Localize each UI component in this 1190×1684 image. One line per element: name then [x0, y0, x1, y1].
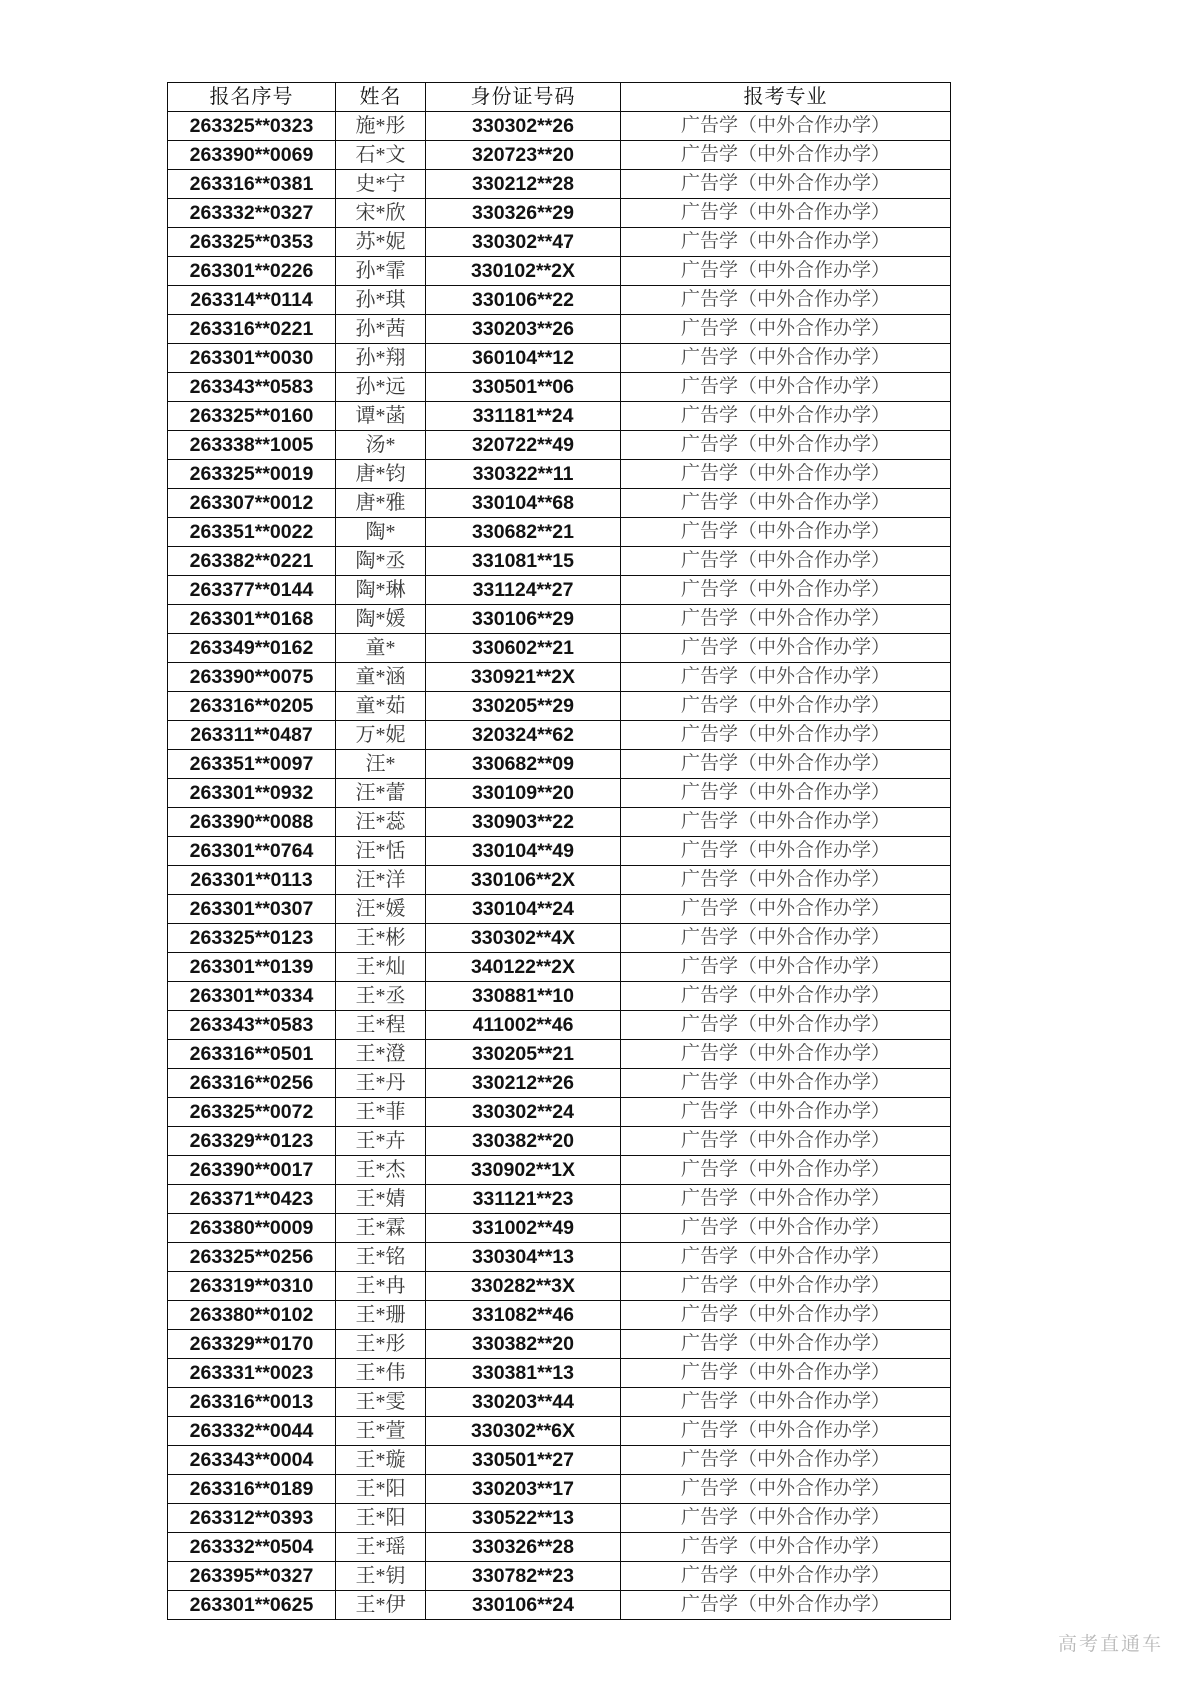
cell-name: 陶* — [336, 518, 426, 547]
cell-registration-number: 263395**0327 — [168, 1562, 336, 1591]
table-row — [168, 1562, 951, 1591]
table-row — [168, 518, 951, 547]
cell-major: 广告学（中外合作办学） — [621, 1533, 951, 1562]
cell-registration-number: 263332**0327 — [168, 199, 336, 228]
cell-registration-number: 263316**0205 — [168, 692, 336, 721]
cell-name: 陶*媛 — [336, 605, 426, 634]
cell-registration-number: 263301**0168 — [168, 605, 336, 634]
cell-name: 王*钥 — [336, 1562, 426, 1591]
cell-name: 王*菲 — [336, 1098, 426, 1127]
cell-major: 广告学（中外合作办学） — [621, 1359, 951, 1388]
cell-registration-number: 263377**0144 — [168, 576, 336, 605]
cell-id-number: 330205**21 — [426, 1040, 621, 1069]
cell-id-number: 330203**17 — [426, 1475, 621, 1504]
cell-name: 谭*菡 — [336, 402, 426, 431]
cell-name: 汪* — [336, 750, 426, 779]
cell-id-number: 320722**49 — [426, 431, 621, 460]
cell-registration-number: 263343**0004 — [168, 1446, 336, 1475]
cell-name: 王*冉 — [336, 1272, 426, 1301]
cell-registration-number: 263316**0013 — [168, 1388, 336, 1417]
column-header-registration-number: 报名序号 — [168, 83, 336, 112]
cell-registration-number: 263325**0072 — [168, 1098, 336, 1127]
cell-registration-number: 263380**0009 — [168, 1214, 336, 1243]
table-row — [168, 1040, 951, 1069]
table-row — [168, 1330, 951, 1359]
cell-id-number: 330106**24 — [426, 1591, 621, 1620]
cell-id-number: 330109**20 — [426, 779, 621, 808]
cell-id-number: 330501**27 — [426, 1446, 621, 1475]
cell-registration-number: 263301**0139 — [168, 953, 336, 982]
cell-id-number: 330212**28 — [426, 170, 621, 199]
cell-major: 广告学（中外合作办学） — [621, 634, 951, 663]
column-header-major: 报考专业 — [621, 83, 951, 112]
cell-major: 广告学（中外合作办学） — [621, 605, 951, 634]
table-row — [168, 663, 951, 692]
table-row — [168, 460, 951, 489]
cell-registration-number: 263301**0030 — [168, 344, 336, 373]
cell-major: 广告学（中外合作办学） — [621, 1475, 951, 1504]
cell-name: 王*璇 — [336, 1446, 426, 1475]
table-row — [168, 1214, 951, 1243]
table-row — [168, 257, 951, 286]
cell-major: 广告学（中外合作办学） — [621, 112, 951, 141]
cell-registration-number: 263319**0310 — [168, 1272, 336, 1301]
cell-major: 广告学（中外合作办学） — [621, 1156, 951, 1185]
cell-registration-number: 263390**0017 — [168, 1156, 336, 1185]
cell-name: 陶*丞 — [336, 547, 426, 576]
cell-id-number: 330106**2X — [426, 866, 621, 895]
cell-registration-number: 263301**0625 — [168, 1591, 336, 1620]
cell-id-number: 330302**6X — [426, 1417, 621, 1446]
table-row — [168, 895, 951, 924]
table-row — [168, 315, 951, 344]
table-row — [168, 692, 951, 721]
cell-major: 广告学（中外合作办学） — [621, 402, 951, 431]
cell-id-number: 330203**26 — [426, 315, 621, 344]
cell-id-number: 360104**12 — [426, 344, 621, 373]
cell-id-number: 330106**22 — [426, 286, 621, 315]
cell-registration-number: 263390**0075 — [168, 663, 336, 692]
cell-registration-number: 263301**0764 — [168, 837, 336, 866]
cell-id-number: 340122**2X — [426, 953, 621, 982]
cell-major: 广告学（中外合作办学） — [621, 1011, 951, 1040]
cell-registration-number: 263301**0113 — [168, 866, 336, 895]
cell-id-number: 330203**44 — [426, 1388, 621, 1417]
table-row — [168, 489, 951, 518]
cell-name: 童*涵 — [336, 663, 426, 692]
cell-major: 广告学（中外合作办学） — [621, 692, 951, 721]
cell-registration-number: 263329**0123 — [168, 1127, 336, 1156]
cell-major: 广告学（中外合作办学） — [621, 866, 951, 895]
cell-id-number: 330682**09 — [426, 750, 621, 779]
cell-name: 王*丹 — [336, 1069, 426, 1098]
cell-id-number: 331082**46 — [426, 1301, 621, 1330]
cell-registration-number: 263332**0504 — [168, 1533, 336, 1562]
cell-id-number: 330104**68 — [426, 489, 621, 518]
cell-name: 王*伊 — [336, 1591, 426, 1620]
cell-registration-number: 263301**0334 — [168, 982, 336, 1011]
cell-name: 万*妮 — [336, 721, 426, 750]
cell-major: 广告学（中外合作办学） — [621, 1504, 951, 1533]
cell-registration-number: 263343**0583 — [168, 1011, 336, 1040]
cell-major: 广告学（中外合作办学） — [621, 1591, 951, 1620]
cell-id-number: 330326**28 — [426, 1533, 621, 1562]
cell-major: 广告学（中外合作办学） — [621, 547, 951, 576]
table-row — [168, 1591, 951, 1620]
column-header-name: 姓名 — [336, 83, 426, 112]
cell-id-number: 411002**46 — [426, 1011, 621, 1040]
cell-major: 广告学（中外合作办学） — [621, 1301, 951, 1330]
cell-id-number: 331181**24 — [426, 402, 621, 431]
cell-id-number: 330881**10 — [426, 982, 621, 1011]
cell-registration-number: 263312**0393 — [168, 1504, 336, 1533]
table-row — [168, 141, 951, 170]
table-row — [168, 721, 951, 750]
cell-name: 孙*远 — [336, 373, 426, 402]
table-row — [168, 837, 951, 866]
table-row — [168, 431, 951, 460]
cell-id-number: 330212**26 — [426, 1069, 621, 1098]
cell-major: 广告学（中外合作办学） — [621, 1127, 951, 1156]
table-row — [168, 1533, 951, 1562]
cell-registration-number: 263351**0097 — [168, 750, 336, 779]
table-row — [168, 1475, 951, 1504]
cell-major: 广告学（中外合作办学） — [621, 344, 951, 373]
cell-registration-number: 263325**0353 — [168, 228, 336, 257]
table-row — [168, 1156, 951, 1185]
cell-major: 广告学（中外合作办学） — [621, 460, 951, 489]
cell-major: 广告学（中外合作办学） — [621, 257, 951, 286]
cell-major: 广告学（中外合作办学） — [621, 170, 951, 199]
table-body — [168, 112, 951, 1620]
cell-id-number: 330602**21 — [426, 634, 621, 663]
cell-id-number: 330382**20 — [426, 1127, 621, 1156]
roster-table-container — [167, 82, 950, 1620]
cell-name: 孙*霏 — [336, 257, 426, 286]
cell-id-number: 330302**26 — [426, 112, 621, 141]
cell-name: 汪*蕾 — [336, 779, 426, 808]
cell-registration-number: 263316**0256 — [168, 1069, 336, 1098]
table-row — [168, 547, 951, 576]
cell-major: 广告学（中外合作办学） — [621, 895, 951, 924]
cell-name: 汪*媛 — [336, 895, 426, 924]
cell-name: 王*萱 — [336, 1417, 426, 1446]
table-row — [168, 1127, 951, 1156]
cell-name: 孙*翔 — [336, 344, 426, 373]
cell-id-number: 330205**29 — [426, 692, 621, 721]
cell-major: 广告学（中外合作办学） — [621, 431, 951, 460]
cell-name: 唐*雅 — [336, 489, 426, 518]
cell-major: 广告学（中外合作办学） — [621, 779, 951, 808]
cell-registration-number: 263380**0102 — [168, 1301, 336, 1330]
cell-registration-number: 263390**0088 — [168, 808, 336, 837]
cell-id-number: 330104**49 — [426, 837, 621, 866]
cell-name: 汪*恬 — [336, 837, 426, 866]
cell-id-number: 330903**22 — [426, 808, 621, 837]
cell-name: 王*澄 — [336, 1040, 426, 1069]
cell-name: 王*程 — [336, 1011, 426, 1040]
table-row — [168, 605, 951, 634]
cell-id-number: 330381**13 — [426, 1359, 621, 1388]
cell-major: 广告学（中外合作办学） — [621, 199, 951, 228]
cell-major: 广告学（中外合作办学） — [621, 1069, 951, 1098]
cell-major: 广告学（中外合作办学） — [621, 1040, 951, 1069]
cell-registration-number: 263325**0019 — [168, 460, 336, 489]
cell-id-number: 320723**20 — [426, 141, 621, 170]
cell-registration-number: 263390**0069 — [168, 141, 336, 170]
cell-name: 王*卉 — [336, 1127, 426, 1156]
cell-major: 广告学（中外合作办学） — [621, 1330, 951, 1359]
cell-name: 王*婧 — [336, 1185, 426, 1214]
table-row — [168, 1301, 951, 1330]
cell-major: 广告学（中外合作办学） — [621, 1185, 951, 1214]
cell-registration-number: 263349**0162 — [168, 634, 336, 663]
cell-id-number: 330902**1X — [426, 1156, 621, 1185]
cell-name: 王*杰 — [336, 1156, 426, 1185]
cell-name: 汤* — [336, 431, 426, 460]
cell-major: 广告学（中外合作办学） — [621, 1243, 951, 1272]
cell-name: 王*霖 — [336, 1214, 426, 1243]
cell-name: 石*文 — [336, 141, 426, 170]
cell-registration-number: 263338**1005 — [168, 431, 336, 460]
cell-id-number: 331121**23 — [426, 1185, 621, 1214]
cell-id-number: 320324**62 — [426, 721, 621, 750]
cell-id-number: 331081**15 — [426, 547, 621, 576]
cell-name: 汪*洋 — [336, 866, 426, 895]
cell-major: 广告学（中外合作办学） — [621, 663, 951, 692]
cell-registration-number: 263316**0381 — [168, 170, 336, 199]
cell-id-number: 330102**2X — [426, 257, 621, 286]
table-header-row — [168, 83, 951, 112]
cell-registration-number: 263325**0323 — [168, 112, 336, 141]
table-row — [168, 1098, 951, 1127]
cell-name: 王*阳 — [336, 1475, 426, 1504]
cell-id-number: 330302**24 — [426, 1098, 621, 1127]
cell-registration-number: 263325**0256 — [168, 1243, 336, 1272]
table-row — [168, 199, 951, 228]
table-row — [168, 373, 951, 402]
cell-id-number: 330921**2X — [426, 663, 621, 692]
cell-id-number: 331002**49 — [426, 1214, 621, 1243]
cell-major: 广告学（中外合作办学） — [621, 518, 951, 547]
cell-id-number: 330302**4X — [426, 924, 621, 953]
cell-name: 王*珊 — [336, 1301, 426, 1330]
cell-id-number: 330282**3X — [426, 1272, 621, 1301]
cell-major: 广告学（中外合作办学） — [621, 953, 951, 982]
table-row — [168, 1388, 951, 1417]
cell-major: 广告学（中外合作办学） — [621, 1214, 951, 1243]
cell-id-number: 331124**27 — [426, 576, 621, 605]
table-row — [168, 982, 951, 1011]
cell-major: 广告学（中外合作办学） — [621, 1562, 951, 1591]
table-row — [168, 402, 951, 431]
cell-major: 广告学（中外合作办学） — [621, 837, 951, 866]
cell-major: 广告学（中外合作办学） — [621, 1446, 951, 1475]
cell-major: 广告学（中外合作办学） — [621, 286, 951, 315]
cell-registration-number: 263343**0583 — [168, 373, 336, 402]
cell-registration-number: 263329**0170 — [168, 1330, 336, 1359]
cell-registration-number: 263331**0023 — [168, 1359, 336, 1388]
cell-registration-number: 263332**0044 — [168, 1417, 336, 1446]
table-row — [168, 1417, 951, 1446]
cell-name: 王*铭 — [336, 1243, 426, 1272]
cell-major: 广告学（中外合作办学） — [621, 721, 951, 750]
cell-registration-number: 263351**0022 — [168, 518, 336, 547]
cell-id-number: 330522**13 — [426, 1504, 621, 1533]
table-row — [168, 1272, 951, 1301]
table-row — [168, 1446, 951, 1475]
cell-registration-number: 263301**0932 — [168, 779, 336, 808]
table-row — [168, 1011, 951, 1040]
cell-name: 王*灿 — [336, 953, 426, 982]
table-row — [168, 1243, 951, 1272]
table-row — [168, 344, 951, 373]
table-row — [168, 576, 951, 605]
cell-registration-number: 263314**0114 — [168, 286, 336, 315]
cell-registration-number: 263307**0012 — [168, 489, 336, 518]
cell-name: 宋*欣 — [336, 199, 426, 228]
table-row — [168, 228, 951, 257]
cell-name: 孙*琪 — [336, 286, 426, 315]
cell-major: 广告学（中外合作办学） — [621, 1388, 951, 1417]
cell-registration-number: 263316**0501 — [168, 1040, 336, 1069]
cell-name: 王*彬 — [336, 924, 426, 953]
cell-registration-number: 263316**0189 — [168, 1475, 336, 1504]
table-row — [168, 866, 951, 895]
cell-name: 王*丞 — [336, 982, 426, 1011]
table-row — [168, 1185, 951, 1214]
cell-registration-number: 263301**0226 — [168, 257, 336, 286]
cell-name: 王*瑶 — [336, 1533, 426, 1562]
cell-name: 童* — [336, 634, 426, 663]
cell-major: 广告学（中外合作办学） — [621, 808, 951, 837]
cell-registration-number: 263325**0123 — [168, 924, 336, 953]
cell-major: 广告学（中外合作办学） — [621, 141, 951, 170]
cell-name: 唐*钧 — [336, 460, 426, 489]
table-row — [168, 924, 951, 953]
cell-registration-number: 263382**0221 — [168, 547, 336, 576]
cell-id-number: 330106**29 — [426, 605, 621, 634]
cell-id-number: 330382**20 — [426, 1330, 621, 1359]
cell-id-number: 330304**13 — [426, 1243, 621, 1272]
cell-name: 苏*妮 — [336, 228, 426, 257]
table-row — [168, 1069, 951, 1098]
cell-id-number: 330104**24 — [426, 895, 621, 924]
cell-id-number: 330326**29 — [426, 199, 621, 228]
watermark: 高考直通车 — [1057, 1634, 1163, 1655]
cell-name: 王*雯 — [336, 1388, 426, 1417]
table-row — [168, 112, 951, 141]
table-row — [168, 1504, 951, 1533]
cell-id-number: 330501**06 — [426, 373, 621, 402]
table-row — [168, 953, 951, 982]
cell-major: 广告学（中外合作办学） — [621, 1417, 951, 1446]
cell-id-number: 330302**47 — [426, 228, 621, 257]
cell-registration-number: 263325**0160 — [168, 402, 336, 431]
table-row — [168, 286, 951, 315]
cell-major: 广告学（中外合作办学） — [621, 982, 951, 1011]
cell-name: 汪*蕊 — [336, 808, 426, 837]
cell-name: 童*茹 — [336, 692, 426, 721]
cell-major: 广告学（中外合作办学） — [621, 750, 951, 779]
cell-registration-number: 263311**0487 — [168, 721, 336, 750]
cell-name: 王*阳 — [336, 1504, 426, 1533]
cell-major: 广告学（中外合作办学） — [621, 228, 951, 257]
cell-major: 广告学（中外合作办学） — [621, 576, 951, 605]
table-row — [168, 634, 951, 663]
table-row — [168, 1359, 951, 1388]
cell-name: 史*宁 — [336, 170, 426, 199]
cell-major: 广告学（中外合作办学） — [621, 373, 951, 402]
roster-table — [167, 82, 951, 1620]
table-row — [168, 750, 951, 779]
cell-id-number: 330322**11 — [426, 460, 621, 489]
cell-major: 广告学（中外合作办学） — [621, 315, 951, 344]
table-row — [168, 779, 951, 808]
cell-major: 广告学（中外合作办学） — [621, 924, 951, 953]
cell-major: 广告学（中外合作办学） — [621, 489, 951, 518]
cell-name: 王*彤 — [336, 1330, 426, 1359]
cell-name: 陶*琳 — [336, 576, 426, 605]
cell-id-number: 330782**23 — [426, 1562, 621, 1591]
table-row — [168, 170, 951, 199]
cell-name: 王*伟 — [336, 1359, 426, 1388]
cell-name: 孙*茜 — [336, 315, 426, 344]
cell-id-number: 330682**21 — [426, 518, 621, 547]
cell-registration-number: 263371**0423 — [168, 1185, 336, 1214]
cell-registration-number: 263316**0221 — [168, 315, 336, 344]
cell-major: 广告学（中外合作办学） — [621, 1098, 951, 1127]
table-header — [168, 83, 951, 112]
table-row — [168, 808, 951, 837]
column-header-id-number: 身份证号码 — [426, 83, 621, 112]
cell-major: 广告学（中外合作办学） — [621, 1272, 951, 1301]
cell-registration-number: 263301**0307 — [168, 895, 336, 924]
cell-name: 施*彤 — [336, 112, 426, 141]
